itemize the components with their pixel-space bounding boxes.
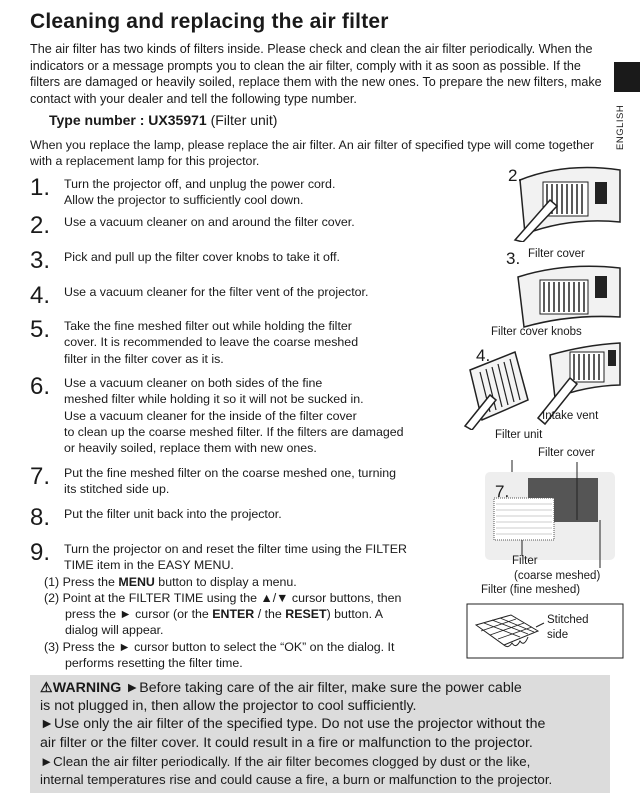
label-filter-cover-knobs: Filter cover knobs [491, 326, 582, 338]
step-text: or heavily soiled, replace them with new ones. [64, 441, 317, 456]
label-stitched: Stitched [547, 614, 589, 626]
step-text: Put the filter unit back into the projector. [64, 507, 282, 521]
label-side: side [547, 629, 569, 641]
warning-box [30, 675, 610, 793]
lamp-note: When you replace the lamp, please replace the air filter. An air filter of specified type will come together with a replacement lamp for this projector. [30, 138, 595, 169]
step-text: to clean up the coarse meshed filter. If the filters are damaged [64, 424, 404, 439]
step-number: 7. [30, 463, 51, 490]
page-title: Cleaning and replacing the air filter [30, 10, 389, 33]
step-number: 8. [30, 504, 51, 531]
substep-3-cont: performs resetting the filter time. [65, 656, 243, 670]
label-filter-cover-7: Filter cover [538, 447, 595, 459]
warning-line: is not plugged in, then allow the projector to cool sufficiently. [40, 698, 417, 714]
stitched-side-diagram [466, 603, 626, 661]
step-text: Take the fine meshed filter out while holding the filter [64, 319, 352, 333]
warning-line: ►Use only the air filter of the specified type. Do not use the projector without the [40, 716, 546, 732]
language-label: ENGLISH [615, 104, 626, 150]
substep-2-cont: dialog will appear. [65, 623, 164, 637]
label-intake-vent: Intake vent [542, 410, 599, 422]
step-text: Use a vacuum cleaner on and around the filter cover. [64, 215, 355, 229]
step-number: 6. [30, 373, 51, 400]
step-text: Turn the projector on and reset the filter time using the FILTER [64, 542, 407, 556]
label-fine-meshed: Filter (fine meshed) [481, 584, 581, 596]
figure-number-7: 7. [495, 482, 510, 501]
figure-number-2: 2. [508, 166, 523, 185]
warning-line: internal temperatures rise and could cause a fire, a burn or malfunction to the projector. [40, 772, 553, 787]
illustration-step-3 [500, 262, 630, 332]
step-number: 4. [30, 282, 51, 309]
substep-2: (2) Point at the FILTER TIME using the ▲/▼ cursor buttons, then [44, 591, 402, 605]
step-text: filter in the filter cover as it is. [64, 351, 224, 366]
figure-number-4: 4. [476, 346, 491, 365]
warning-line: air filter or the filter cover. It could result in a fire or malfunction to the projector. [40, 735, 533, 751]
step-number: 3. [30, 247, 51, 274]
step-number: 1. [30, 174, 51, 201]
figure-number-3: 3. [506, 249, 521, 268]
step-text: Allow the projector to sufficiently cool down. [64, 193, 304, 208]
warning-line: ►Clean the air filter periodically. If the air filter becomes clogged by dust or the like, [40, 754, 531, 769]
step-text: Put the fine meshed filter on the coarse meshed one, turning [64, 466, 396, 480]
substep-2-cont: press the ► cursor (or the ENTER / the RESET) button. A [65, 607, 384, 621]
label-filter-cover: Filter cover [528, 248, 585, 260]
label-coarse-meshed: (coarse meshed) [514, 570, 601, 582]
label-filter-unit: Filter unit [495, 429, 543, 441]
step-number: 9. [30, 539, 51, 566]
label-filter: Filter [512, 555, 538, 567]
step-text: Use a vacuum cleaner for the filter vent of the projector. [64, 285, 369, 299]
intro-paragraph: The air filter has two kinds of filters inside. Please check and clean the air filter periodically. When the indicators or a message prompts you to clean the air filter, comply with it as soon as possible. If the filters are damaged or heavily soiled, replace them with the new ones. To prepare the new filters, make contact with your dealer and tell the following type number. [30, 42, 602, 106]
language-tab [614, 62, 640, 92]
step-text: Turn the projector off, and unplug the power cord. [64, 177, 336, 191]
step-text: Use a vacuum cleaner for the inside of the filter cover [64, 408, 357, 423]
substep-1: (1) Press the MENU button to display a menu. [44, 575, 297, 589]
substep-3: (3) Press the ► cursor button to select the “OK” on the dialog. It [44, 640, 395, 654]
step-text: meshed filter while holding it so it will not be sucked in. [64, 392, 364, 407]
type-number [49, 112, 277, 128]
type-number-suffix: (Filter unit) [206, 112, 278, 128]
type-number-label: Type number : UX35971 [49, 112, 207, 128]
step-text: TIME item in the EASY MENU. [64, 558, 234, 573]
step-text: its stitched side up. [64, 482, 170, 497]
step-text: Pick and pull up the filter cover knobs to take it off. [64, 250, 340, 264]
warning-line: ⚠WARNING ►Before taking care of the air filter, make sure the power cable [40, 680, 522, 696]
step-text: cover. It is recommended to leave the coarse meshed [64, 335, 359, 350]
step-number: 2. [30, 212, 51, 239]
warning-heading: ⚠WARNING [40, 680, 122, 696]
step-number: 5. [30, 316, 51, 343]
step-text: Use a vacuum cleaner on both sides of the fine [64, 376, 323, 390]
